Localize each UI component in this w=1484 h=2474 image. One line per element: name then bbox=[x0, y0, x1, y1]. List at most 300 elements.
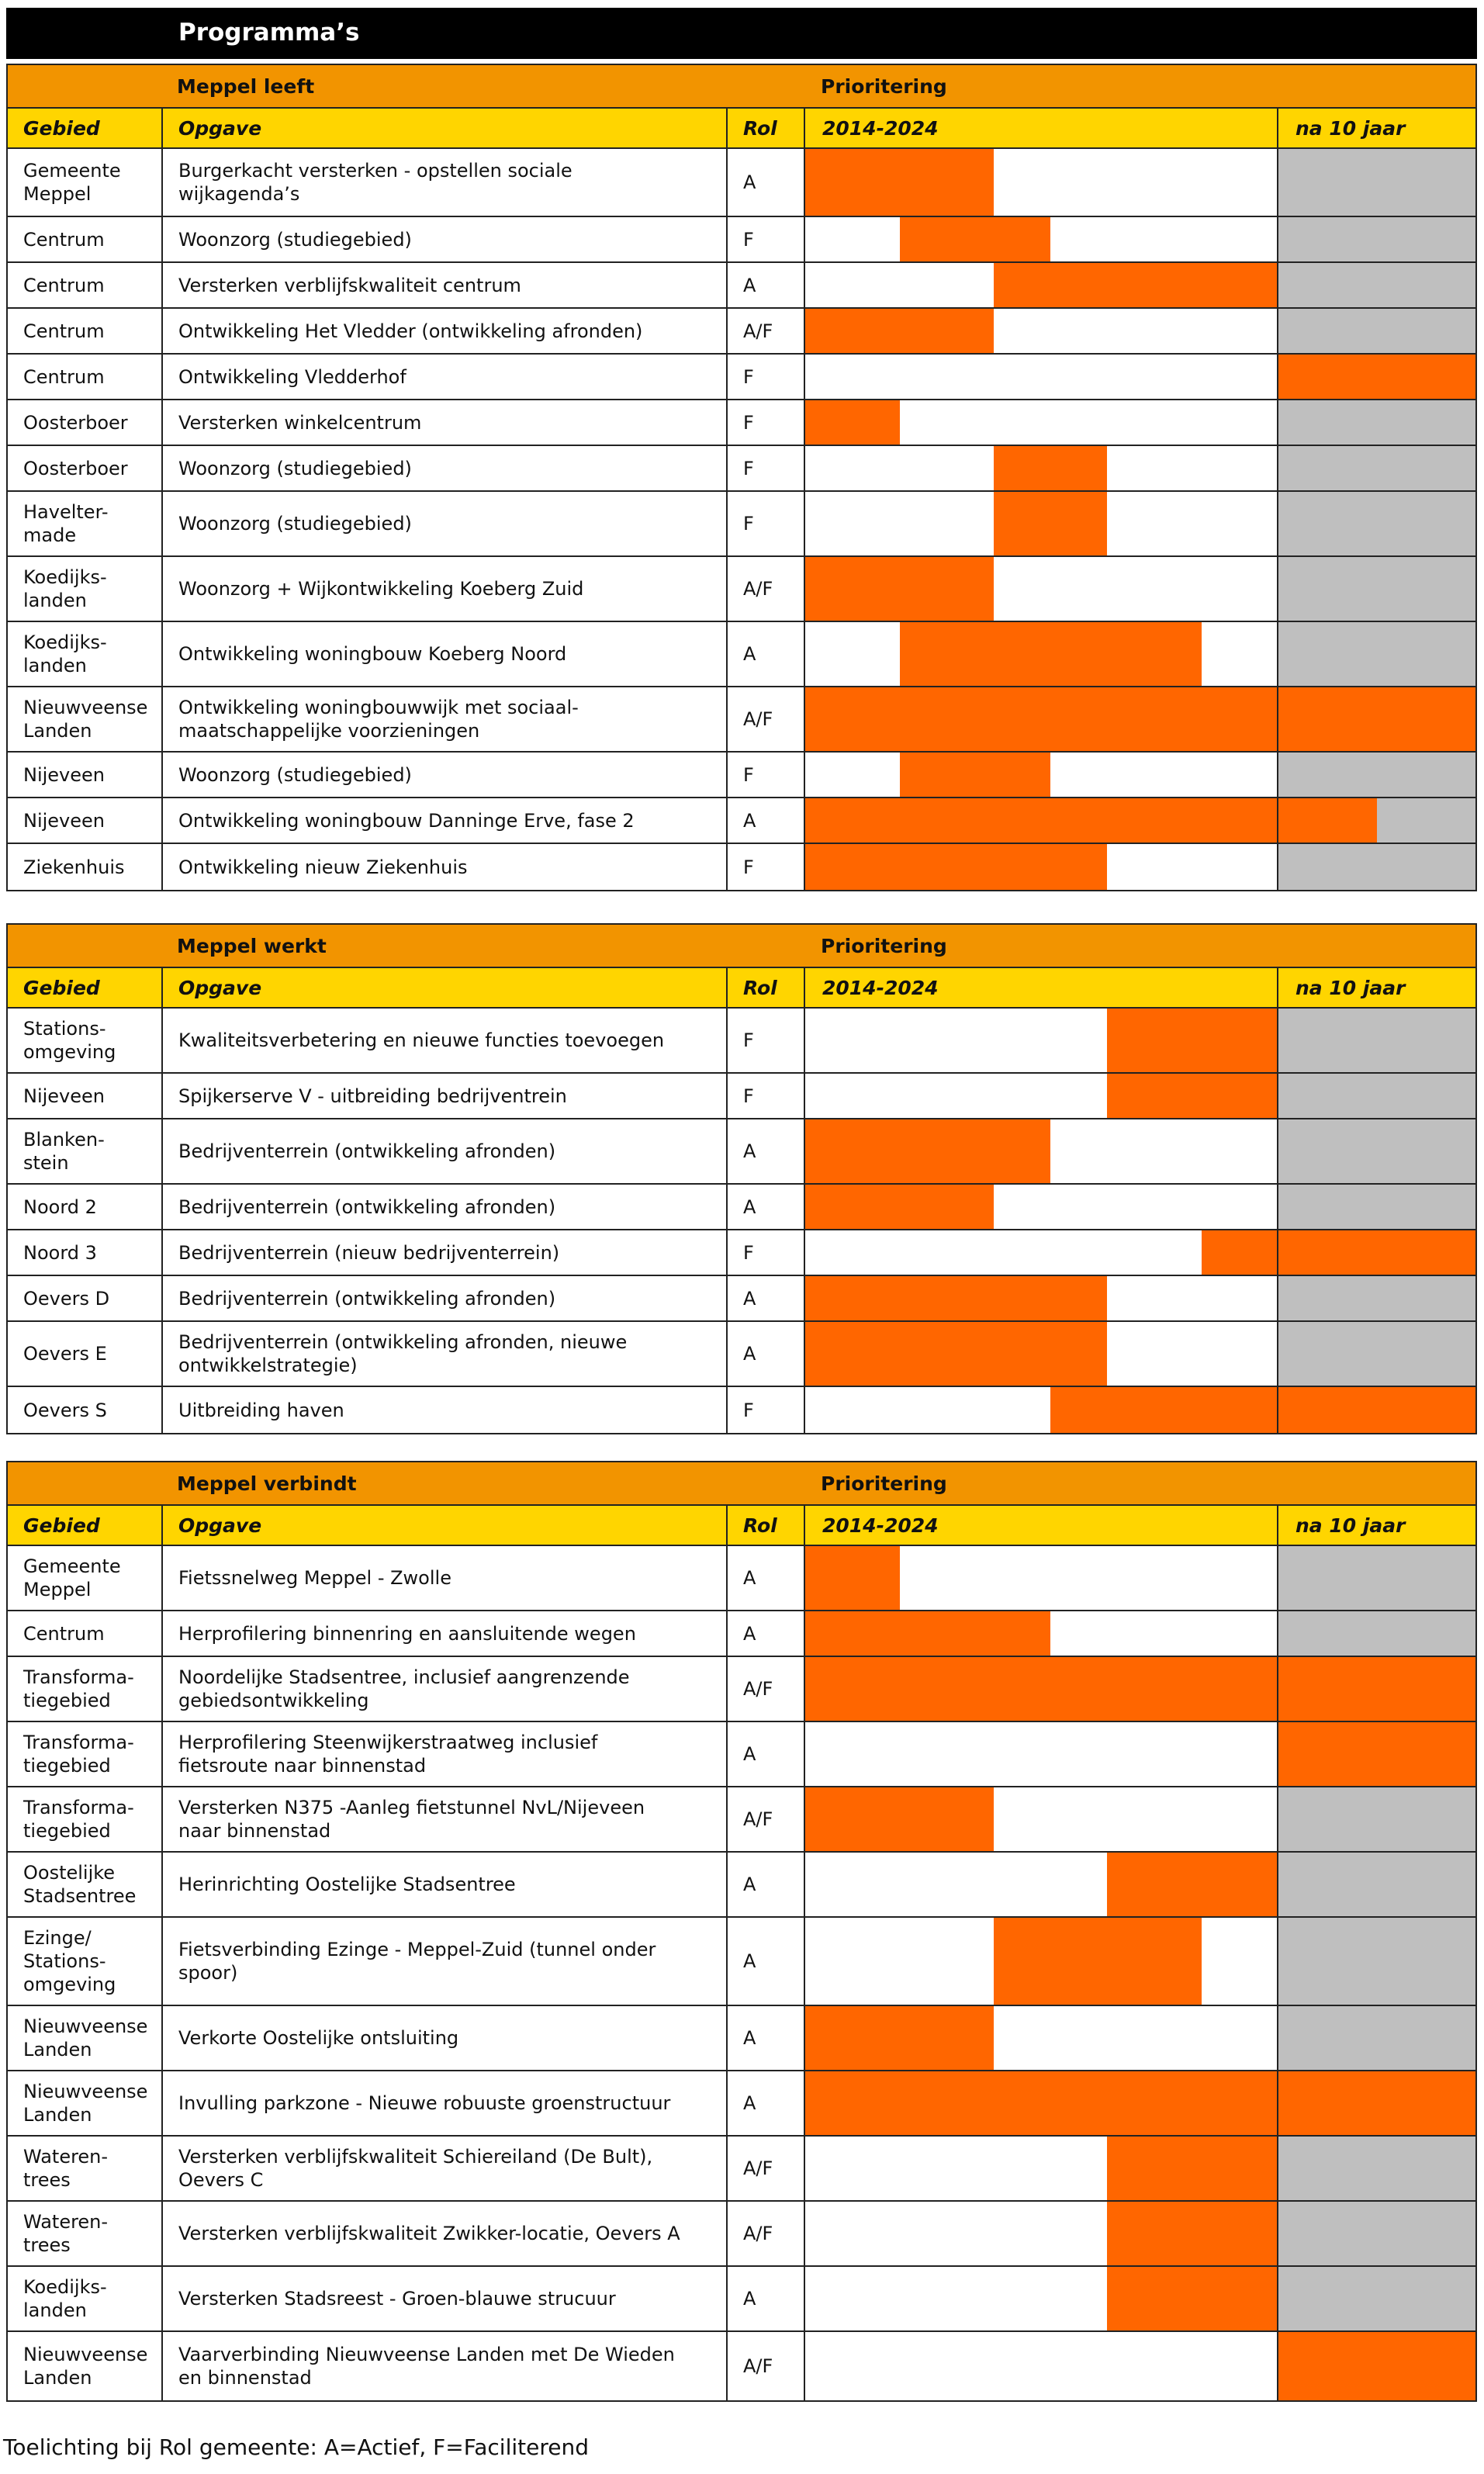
gebied-text bbox=[23, 2080, 147, 2126]
gebied-line: Havelter- bbox=[23, 501, 109, 523]
timeline-2014-2024 bbox=[804, 1119, 1277, 1183]
opgave-cell bbox=[161, 1119, 726, 1183]
rol-value: F bbox=[743, 365, 754, 388]
column-label-gebied: Gebied bbox=[23, 1514, 100, 1537]
timeline-na-10-jaar bbox=[1277, 1918, 1475, 2005]
opgave-line: Herprofilering Steenwijkerstraatweg inclusief bbox=[178, 1732, 598, 1753]
opgave-text bbox=[178, 2287, 616, 2310]
gebied-cell bbox=[8, 1230, 161, 1275]
later-background bbox=[1278, 1546, 1475, 1610]
gebied-text bbox=[23, 365, 105, 389]
priority-bar bbox=[805, 798, 1277, 843]
timeline-2014-2024 bbox=[804, 2137, 1277, 2200]
table-row bbox=[8, 1387, 1475, 1433]
rol-cell bbox=[726, 1611, 804, 1656]
opgave-text bbox=[178, 1330, 627, 1377]
gebied-line: Koedijks- bbox=[23, 2276, 107, 2298]
later-priority-bar bbox=[1278, 798, 1377, 843]
table-row bbox=[8, 400, 1475, 446]
opgave-text bbox=[178, 1731, 597, 1777]
timeline-na-10-jaar bbox=[1277, 446, 1475, 490]
table-row bbox=[8, 355, 1475, 400]
column-header-gebied bbox=[8, 968, 161, 1007]
rol-value: A/F bbox=[743, 320, 773, 342]
opgave-cell bbox=[161, 1546, 726, 1610]
rol-cell bbox=[726, 622, 804, 686]
priority-bar bbox=[805, 844, 1107, 890]
gebied-line: Meppel bbox=[23, 183, 92, 205]
timeline-na-10-jaar bbox=[1277, 1322, 1475, 1386]
timeline-2014-2024 bbox=[804, 1276, 1277, 1320]
footnote: Toelichting bij Rol gemeente: A=Actief, F=Faciliterend bbox=[3, 2434, 589, 2460]
priority-bar bbox=[805, 1322, 1107, 1386]
column-label-opgave: Opgave bbox=[178, 1514, 262, 1537]
later-priority-bar bbox=[1278, 355, 1475, 399]
gebied-line: Stations- bbox=[23, 1950, 106, 1972]
later-background bbox=[1278, 1611, 1475, 1656]
opgave-cell bbox=[161, 1853, 726, 1916]
opgave-line: Verkorte Oostelijke ontsluiting bbox=[178, 2027, 459, 2049]
column-label-gebied: Gebied bbox=[23, 116, 100, 140]
column-header-rol bbox=[726, 109, 804, 147]
gebied-line: tiegebied bbox=[23, 1755, 111, 1777]
rol-value: A/F bbox=[743, 578, 773, 600]
timeline-2014-2024 bbox=[804, 2267, 1277, 2330]
rol-value: A bbox=[743, 1567, 756, 1589]
column-label-rol: Rol bbox=[743, 116, 777, 140]
gebied-line: Koedijks- bbox=[23, 631, 107, 653]
title-bar bbox=[6, 8, 1477, 59]
opgave-text bbox=[178, 1140, 555, 1163]
gebied-cell bbox=[8, 1722, 161, 1786]
timeline-na-10-jaar bbox=[1277, 400, 1475, 445]
later-background bbox=[1278, 492, 1475, 555]
section-header bbox=[8, 65, 1475, 107]
timeline-na-10-jaar bbox=[1277, 2071, 1475, 2135]
gebied-cell bbox=[8, 1918, 161, 2005]
priority-bar bbox=[1202, 1230, 1277, 1275]
timeline-na-10-jaar bbox=[1277, 263, 1475, 307]
opgave-text bbox=[178, 1287, 555, 1310]
opgave-text bbox=[178, 856, 468, 879]
later-priority-bar bbox=[1278, 1722, 1475, 1786]
opgave-line: Ontwikkeling woningbouw Danninge Erve, fase 2 bbox=[178, 809, 635, 832]
later-background bbox=[1278, 1276, 1475, 1320]
opgave-line: Versterken Stadsreest - Groen-blauwe strucuur bbox=[178, 2288, 616, 2310]
timeline-na-10-jaar bbox=[1277, 1611, 1475, 1656]
opgave-line: Woonzorg (studiegebied) bbox=[178, 513, 412, 535]
timeline-na-10-jaar bbox=[1277, 687, 1475, 751]
priority-bar bbox=[994, 492, 1107, 555]
table-row bbox=[8, 753, 1475, 798]
opgave-text bbox=[178, 1938, 656, 1984]
opgave-cell bbox=[161, 2071, 726, 2135]
priority-bar bbox=[805, 1185, 994, 1229]
timeline-na-10-jaar bbox=[1277, 1387, 1475, 1433]
priority-bar bbox=[994, 263, 1277, 307]
later-background bbox=[1278, 1185, 1475, 1229]
timeline-na-10-jaar bbox=[1277, 1185, 1475, 1229]
gebied-line: landen bbox=[23, 590, 87, 611]
rol-value: A/F bbox=[743, 708, 773, 730]
gebied-line: Transforma- bbox=[23, 1666, 134, 1688]
timeline-2014-2024 bbox=[804, 1657, 1277, 1721]
rol-cell bbox=[726, 687, 804, 751]
priority-bar bbox=[805, 557, 994, 621]
opgave-line: Versterken winkelcentrum bbox=[178, 411, 422, 434]
opgave-line: Herprofilering binnenring en aansluitende wegen bbox=[178, 1622, 636, 1645]
table-row bbox=[8, 2202, 1475, 2267]
gebied-text bbox=[23, 1796, 134, 1843]
table-row bbox=[8, 844, 1475, 890]
gebied-cell bbox=[8, 1322, 161, 1386]
section-name: Meppel werkt bbox=[177, 934, 327, 957]
opgave-line: Kwaliteitsverbetering en nieuwe functies toevoegen bbox=[178, 1029, 665, 1051]
opgave-cell bbox=[161, 687, 726, 751]
rol-cell bbox=[726, 1722, 804, 1786]
timeline-2014-2024 bbox=[804, 753, 1277, 797]
timeline-2014-2024 bbox=[804, 1074, 1277, 1118]
gebied-text bbox=[23, 1085, 105, 1108]
priority-bar bbox=[1107, 1853, 1277, 1916]
gebied-line: Oevers S bbox=[23, 1399, 107, 1421]
section-name-cell bbox=[161, 925, 726, 967]
rol-cell bbox=[726, 2202, 804, 2265]
opgave-line: Ontwikkeling woningbouwwijk met sociaal- bbox=[178, 697, 579, 718]
later-background bbox=[1278, 263, 1475, 307]
priority-bar bbox=[805, 2071, 1277, 2135]
gebied-cell bbox=[8, 1657, 161, 1721]
opgave-text bbox=[178, 1029, 664, 1052]
timeline-2014-2024 bbox=[804, 2071, 1277, 2135]
later-background bbox=[1278, 217, 1475, 261]
rol-value: F bbox=[743, 1029, 754, 1051]
opgave-line: Fietssnelweg Meppel - Zwolle bbox=[178, 1567, 451, 1589]
table-row bbox=[8, 622, 1475, 687]
table-row bbox=[8, 1853, 1475, 1918]
timeline-na-10-jaar bbox=[1277, 2137, 1475, 2200]
rol-cell bbox=[726, 557, 804, 621]
later-background bbox=[1278, 309, 1475, 353]
priority-bar bbox=[900, 622, 1202, 686]
opgave-cell bbox=[161, 753, 726, 797]
table-row bbox=[8, 217, 1475, 263]
opgave-line: Vaarverbinding Nieuwveense Landen met De Wieden bbox=[178, 2344, 675, 2365]
opgave-text bbox=[178, 320, 642, 343]
opgave-cell bbox=[161, 1074, 726, 1118]
gebied-line: trees bbox=[23, 2169, 71, 2191]
column-header-opgave bbox=[161, 968, 726, 1007]
table-row bbox=[8, 2006, 1475, 2071]
timeline-na-10-jaar bbox=[1277, 1119, 1475, 1183]
opgave-text bbox=[178, 1796, 645, 1843]
gebied-text bbox=[23, 1926, 116, 1996]
rol-value: A/F bbox=[743, 1678, 773, 1700]
gebied-text bbox=[23, 1861, 136, 1908]
later-background bbox=[1278, 753, 1475, 797]
prioritering-cell bbox=[804, 925, 1277, 967]
opgave-text bbox=[178, 809, 635, 832]
timeline-2014-2024 bbox=[804, 798, 1277, 843]
opgave-text bbox=[178, 365, 406, 389]
gebied-cell bbox=[8, 149, 161, 216]
opgave-cell bbox=[161, 1387, 726, 1433]
opgave-cell bbox=[161, 1276, 726, 1320]
opgave-text bbox=[178, 1566, 451, 1590]
rol-cell bbox=[726, 1230, 804, 1275]
opgave-text bbox=[178, 411, 421, 434]
gebied-cell bbox=[8, 2332, 161, 2400]
opgave-text bbox=[178, 1241, 559, 1265]
opgave-line: Ontwikkeling Het Vledder (ontwikkeling afronden) bbox=[178, 320, 643, 342]
gebied-cell bbox=[8, 753, 161, 797]
later-background bbox=[1278, 149, 1475, 216]
gebied-text bbox=[23, 1017, 116, 1064]
gebied-text bbox=[23, 763, 105, 787]
opgave-cell bbox=[161, 622, 726, 686]
gebied-line: Landen bbox=[23, 720, 92, 742]
column-header-opgave bbox=[161, 1506, 726, 1545]
priority-bar bbox=[1107, 1009, 1277, 1072]
rol-cell bbox=[726, 1918, 804, 2005]
table-row bbox=[8, 1119, 1475, 1185]
opgave-line: Spijkerserve V - uitbreiding bedrijventrein bbox=[178, 1085, 567, 1107]
timeline-na-10-jaar bbox=[1277, 1074, 1475, 1118]
timeline-2014-2024 bbox=[804, 622, 1277, 686]
opgave-cell bbox=[161, 1009, 726, 1072]
gebied-cell bbox=[8, 355, 161, 399]
priority-bar bbox=[1050, 1387, 1277, 1433]
opgave-text bbox=[178, 577, 583, 600]
gebied-cell bbox=[8, 557, 161, 621]
gebied-line: Wateren- bbox=[23, 2211, 109, 2233]
timeline-2014-2024 bbox=[804, 1546, 1277, 1610]
priority-bar bbox=[805, 687, 1277, 751]
gebied-line: Oevers D bbox=[23, 1287, 110, 1310]
timeline-na-10-jaar bbox=[1277, 1009, 1475, 1072]
priority-bar bbox=[1107, 2202, 1277, 2265]
gebied-line: Centrum bbox=[23, 274, 105, 296]
timeline-na-10-jaar bbox=[1277, 1657, 1475, 1721]
opgave-line: maatschappelijke voorzieningen bbox=[178, 720, 480, 742]
priority-bar bbox=[805, 400, 900, 445]
gebied-text bbox=[23, 809, 105, 832]
timeline-2014-2024 bbox=[804, 1185, 1277, 1229]
rol-cell bbox=[726, 1787, 804, 1851]
gebied-line: Transforma- bbox=[23, 1797, 134, 1818]
opgave-cell bbox=[161, 2202, 726, 2265]
gebied-text bbox=[23, 1195, 97, 1219]
opgave-text bbox=[178, 1195, 555, 1219]
opgave-text bbox=[178, 512, 412, 535]
gebied-line: stein bbox=[23, 1152, 69, 1174]
gebied-line: Landen bbox=[23, 2039, 92, 2061]
priority-bar bbox=[805, 149, 994, 216]
rol-value: A/F bbox=[743, 1808, 773, 1830]
column-header-gebied bbox=[8, 1506, 161, 1545]
section-name-cell bbox=[161, 65, 726, 107]
timeline-na-10-jaar bbox=[1277, 355, 1475, 399]
table-row bbox=[8, 2071, 1475, 2137]
timeline-na-10-jaar bbox=[1277, 844, 1475, 890]
gebied-line: Stadsentree bbox=[23, 1885, 137, 1907]
opgave-line: spoor) bbox=[178, 1962, 238, 1984]
gebied-text bbox=[23, 2275, 107, 2322]
later-priority-bar bbox=[1278, 2071, 1475, 2135]
opgave-line: Versterken verblijfskwaliteit Zwikker-locatie, Oevers A bbox=[178, 2223, 680, 2244]
column-label-opgave: Opgave bbox=[178, 116, 262, 140]
gebied-cell bbox=[8, 1009, 161, 1072]
gebied-text bbox=[23, 500, 109, 547]
rol-cell bbox=[726, 844, 804, 890]
gebied-line: Centrum bbox=[23, 228, 105, 251]
priority-bar bbox=[1107, 1074, 1277, 1118]
opgave-cell bbox=[161, 1918, 726, 2005]
opgave-line: Bedrijventerrein (nieuw bedrijventerrein) bbox=[178, 1241, 560, 1264]
gebied-text bbox=[23, 411, 128, 434]
timeline-2014-2024 bbox=[804, 1918, 1277, 2005]
gebied-cell bbox=[8, 1119, 161, 1183]
timeline-2014-2024 bbox=[804, 263, 1277, 307]
gebied-text bbox=[23, 1241, 97, 1265]
timeline-2014-2024 bbox=[804, 2202, 1277, 2265]
later-background bbox=[1278, 1853, 1475, 1916]
section-name: Meppel leeft bbox=[177, 74, 315, 98]
later-background bbox=[1278, 2137, 1475, 2200]
priority-bar bbox=[805, 1546, 900, 1610]
opgave-text bbox=[178, 1873, 516, 1896]
opgave-text bbox=[178, 2026, 458, 2050]
rol-value: A bbox=[743, 643, 756, 665]
gebied-cell bbox=[8, 309, 161, 353]
rol-cell bbox=[726, 2332, 804, 2400]
gebied-text bbox=[23, 2343, 147, 2389]
rol-cell bbox=[726, 798, 804, 843]
timeline-na-10-jaar bbox=[1277, 1787, 1475, 1851]
gebied-text bbox=[23, 2145, 108, 2192]
opgave-line: fietsroute naar binnenstad bbox=[178, 1755, 427, 1777]
section-header bbox=[8, 925, 1475, 967]
table-row bbox=[8, 492, 1475, 557]
timeline-na-10-jaar bbox=[1277, 753, 1475, 797]
opgave-line: Herinrichting Oostelijke Stadsentree bbox=[178, 1874, 516, 1895]
later-background bbox=[1278, 1787, 1475, 1851]
gebied-cell bbox=[8, 1276, 161, 1320]
opgave-line: Bedrijventerrein (ontwikkeling afronden) bbox=[178, 1287, 556, 1310]
opgave-line: ontwikkelstrategie) bbox=[178, 1355, 358, 1376]
gebied-line: Oosterboer bbox=[23, 411, 128, 434]
opgave-cell bbox=[161, 2332, 726, 2400]
rol-cell bbox=[726, 2071, 804, 2135]
rol-value: A bbox=[743, 809, 756, 832]
timeline-2014-2024 bbox=[804, 149, 1277, 216]
opgave-cell bbox=[161, 309, 726, 353]
later-background bbox=[1278, 1009, 1475, 1072]
later-background bbox=[1278, 400, 1475, 445]
table-row bbox=[8, 1322, 1475, 1387]
gebied-text bbox=[23, 1622, 105, 1645]
opgave-text bbox=[178, 763, 412, 787]
timeline-2014-2024 bbox=[804, 309, 1277, 353]
table-row bbox=[8, 1918, 1475, 2006]
priority-bar bbox=[805, 1119, 1050, 1183]
timeline-2014-2024 bbox=[804, 2006, 1277, 2070]
opgave-line: Invulling parkzone - Nieuwe robuuste groenstructuur bbox=[178, 2092, 671, 2114]
opgave-cell bbox=[161, 492, 726, 555]
opgave-text bbox=[178, 274, 521, 297]
opgave-line: Bedrijventerrein (ontwikkeling afronden) bbox=[178, 1140, 556, 1162]
gebied-cell bbox=[8, 1853, 161, 1916]
timeline-2014-2024 bbox=[804, 492, 1277, 555]
opgave-text bbox=[178, 1399, 344, 1422]
rol-value: F bbox=[743, 513, 754, 535]
gebied-line: Landen bbox=[23, 2104, 92, 2126]
gebied-text bbox=[23, 856, 125, 879]
section-table bbox=[6, 923, 1477, 1434]
section-table bbox=[6, 1461, 1477, 2402]
gebied-cell bbox=[8, 2006, 161, 2070]
opgave-text bbox=[178, 1666, 630, 1712]
table-row bbox=[8, 1230, 1475, 1276]
column-label-p1: 2014-2024 bbox=[822, 976, 939, 999]
rol-cell bbox=[726, 1185, 804, 1229]
gebied-line: Noord 2 bbox=[23, 1195, 97, 1218]
rol-value: A bbox=[743, 1140, 756, 1162]
column-header-gebied bbox=[8, 109, 161, 147]
priority-bar bbox=[1107, 2267, 1277, 2330]
rol-cell bbox=[726, 400, 804, 445]
gebied-cell bbox=[8, 687, 161, 751]
timeline-2014-2024 bbox=[804, 1387, 1277, 1433]
opgave-cell bbox=[161, 446, 726, 490]
gebied-line: Nijeveen bbox=[23, 763, 105, 786]
gebied-line: Gemeente bbox=[23, 160, 121, 182]
timeline-na-10-jaar bbox=[1277, 217, 1475, 261]
gebied-line: Noord 3 bbox=[23, 1241, 97, 1264]
timeline-2014-2024 bbox=[804, 557, 1277, 621]
later-priority-bar bbox=[1278, 2332, 1475, 2400]
column-header-p2 bbox=[1277, 968, 1475, 1007]
gebied-line: landen bbox=[23, 2299, 87, 2321]
opgave-cell bbox=[161, 798, 726, 843]
column-label-rol: Rol bbox=[743, 1514, 777, 1537]
rol-value: A/F bbox=[743, 2157, 773, 2179]
column-header-opgave bbox=[161, 109, 726, 147]
column-header-p1 bbox=[804, 1506, 1277, 1545]
rol-cell bbox=[726, 1546, 804, 1610]
column-header-p2 bbox=[1277, 109, 1475, 147]
timeline-2014-2024 bbox=[804, 1322, 1277, 1386]
gebied-text bbox=[23, 159, 121, 206]
table-row bbox=[8, 2332, 1475, 2400]
opgave-cell bbox=[161, 844, 726, 890]
gebied-cell bbox=[8, 446, 161, 490]
later-background bbox=[1278, 2202, 1475, 2265]
opgave-line: Bedrijventerrein (ontwikkeling afronden, nieuwe bbox=[178, 1331, 628, 1353]
later-background bbox=[1278, 1074, 1475, 1118]
timeline-2014-2024 bbox=[804, 1009, 1277, 1072]
opgave-text bbox=[178, 1622, 636, 1645]
opgave-line: Ontwikkeling Vledderhof bbox=[178, 365, 406, 388]
rol-value: F bbox=[743, 1241, 754, 1264]
timeline-na-10-jaar bbox=[1277, 622, 1475, 686]
rol-cell bbox=[726, 2267, 804, 2330]
timeline-2014-2024 bbox=[804, 2332, 1277, 2400]
rol-value: A bbox=[743, 1743, 756, 1765]
priority-bar bbox=[805, 1276, 1107, 1320]
rol-value: A bbox=[743, 1874, 756, 1895]
opgave-cell bbox=[161, 557, 726, 621]
